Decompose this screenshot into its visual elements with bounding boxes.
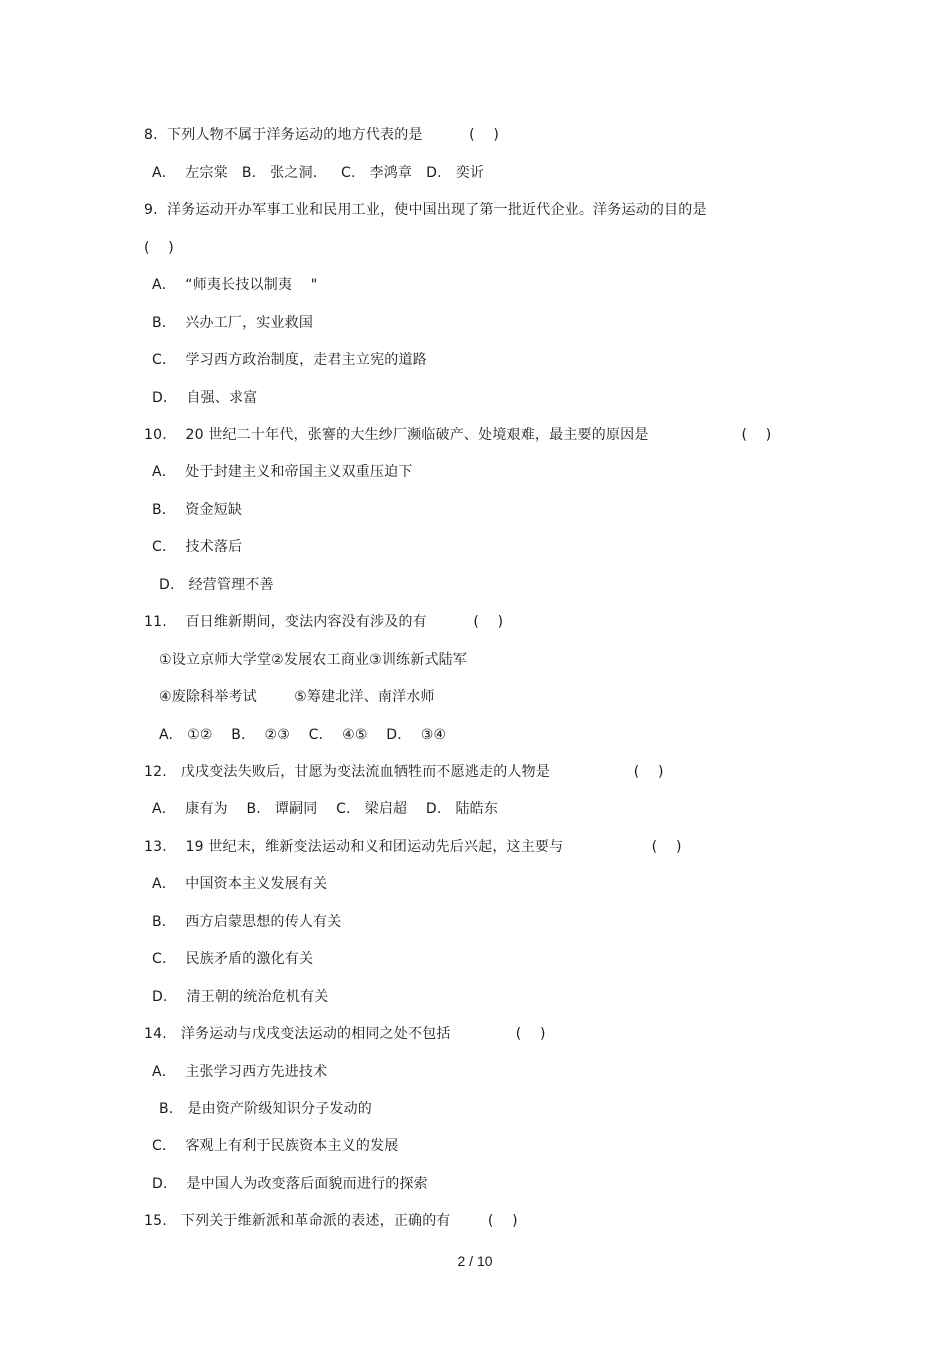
question-10-option-a: A． 处于封建主义和帝国主义双重压迫下: [152, 464, 413, 480]
question-13-option-a: A． 中国资本主义发展有关: [152, 876, 328, 892]
question-13-option-d: D． 清王朝的统治危机有关: [152, 989, 329, 1005]
question-13-stem: 13. 19 世纪末，维新变法运动和义和团运动先后兴起，这主要与 ( ): [144, 839, 682, 855]
question-9-stem: 9. 洋务运动开办军事工业和民用工业，使中国出现了第一批近代企业。洋务运动的目的是: [144, 202, 707, 218]
question-14-option-a: A． 主张学习西方先进技术: [152, 1064, 328, 1080]
question-11-options: A. ①② B． ②③ C． ④⑤ D． ③④: [159, 727, 447, 743]
question-11-item-row-2: ④废除科举考试 ⑤筹建北洋、南洋水师: [159, 689, 435, 705]
question-14-option-c: C． 客观上有利于民族资本主义的发展: [152, 1138, 399, 1154]
question-9-option-d: D． 自强、求富: [152, 390, 258, 406]
question-14-stem: 14. 洋务运动与戊戌变法运动的相同之处不包括 ( ): [144, 1026, 546, 1042]
question-13-option-c: C． 民族矛盾的激化有关: [152, 951, 314, 967]
question-10-option-c: C． 技术落后: [152, 539, 243, 555]
page-number: 2 / 10: [457, 1253, 493, 1269]
question-10-stem: 10. 20 世纪二十年代，张謇的大生纱厂濒临破产、处境艰难，最主要的原因是 ( ): [144, 427, 772, 443]
question-12-stem: 12. 戊戌变法失败后，甘愿为变法流血牺牲而不愿逃走的人物是 ( ): [144, 764, 664, 780]
question-15-stem: 15. 下列关于维新派和革命派的表述，正确的有 ( ): [144, 1213, 518, 1229]
question-8-options: A． 左宗棠 B. 张之洞． C. 李鸿章 D. 奕䜣: [152, 165, 485, 181]
question-9-option-b: B． 兴办工厂，实业救国: [152, 315, 314, 331]
question-13-option-b: B． 西方启蒙思想的传人有关: [152, 914, 342, 930]
question-12-options: A． 康有为 B. 谭嗣同 C. 梁启超 D. 陆皓东: [152, 801, 499, 817]
question-10-option-d: D. 经营管理不善: [159, 577, 274, 593]
question-8-stem: 8. 下列人物不属于洋务运动的地方代表的是 ( ): [144, 127, 500, 143]
question-14-option-b: B. 是由资产阶级知识分子发动的: [159, 1101, 373, 1117]
question-9-option-c: C． 学习西方政治制度，走君主立宪的道路: [152, 352, 427, 368]
question-10-option-b: B． 资金短缺: [152, 502, 243, 518]
question-9-option-a: A． “师夷长技以制夷 ": [152, 277, 318, 293]
question-11-item-row-1: ①设立京师大学堂②发展农工商业③训练新式陆军: [159, 652, 468, 668]
question-9-answer-bracket: ( ): [144, 240, 174, 256]
question-14-option-d: D． 是中国人为改变落后面貌而进行的探索: [152, 1176, 428, 1192]
question-11-stem: 11. 百日维新期间，变法内容没有涉及的有 ( ): [144, 614, 504, 630]
